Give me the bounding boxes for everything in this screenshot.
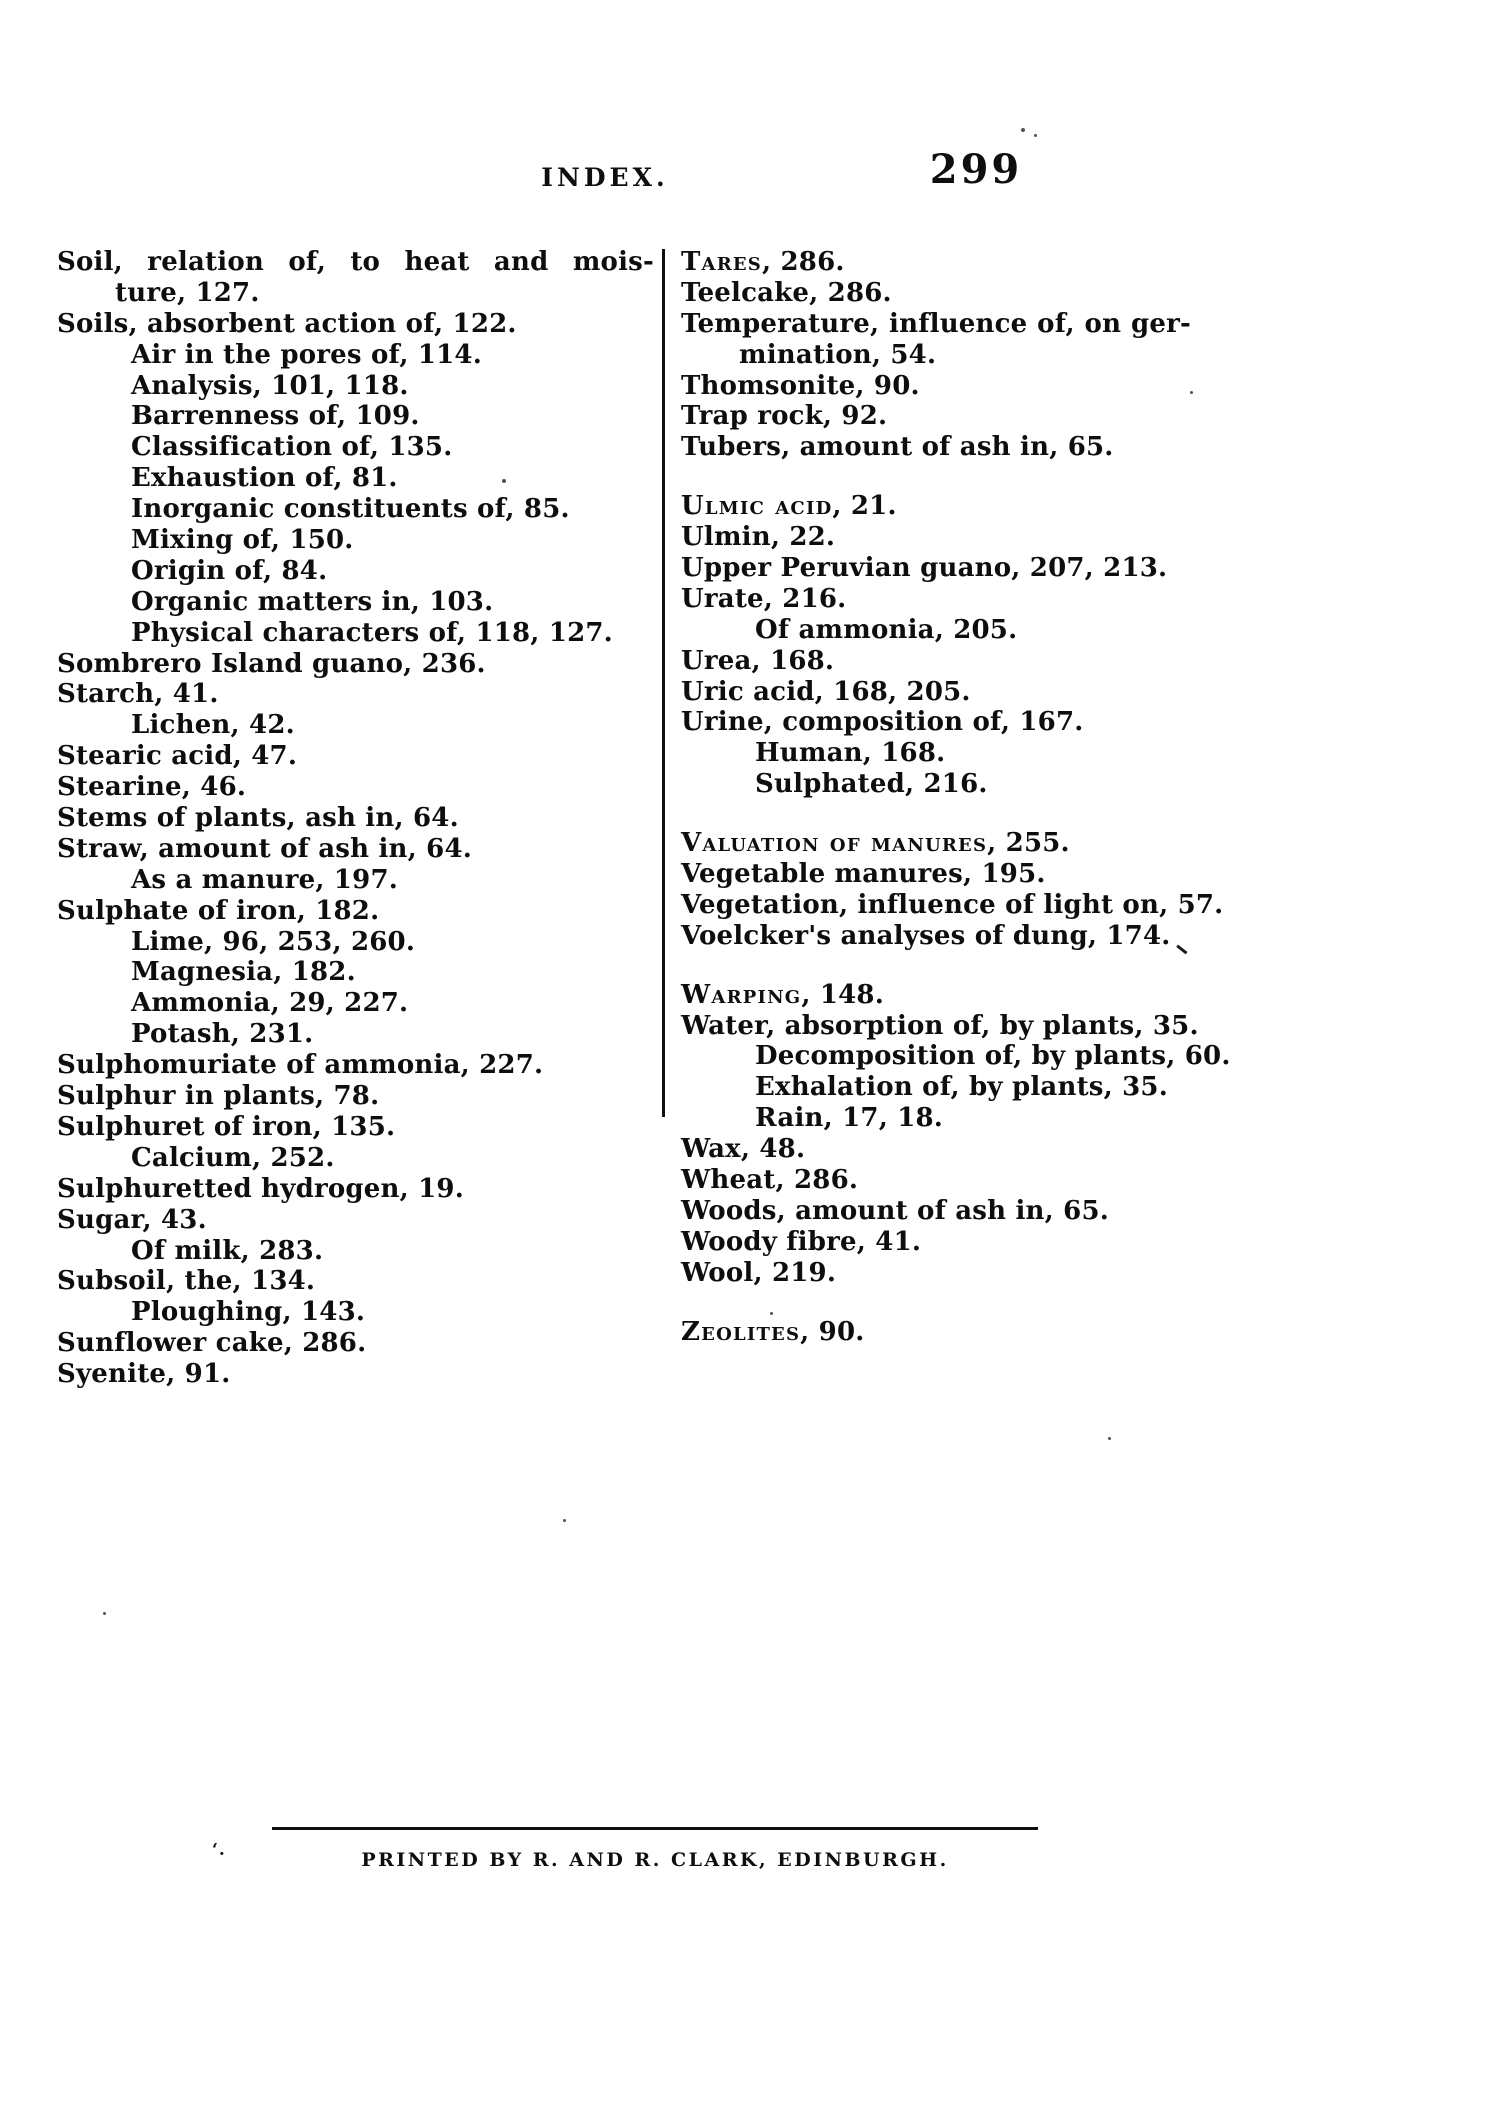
index-entry: Classification of, 135. xyxy=(131,432,453,463)
index-entry: Exhaustion of, 81. xyxy=(131,463,398,494)
index-entry: Stearine, 46. xyxy=(57,772,247,803)
index-entry-headword: Tares xyxy=(681,247,762,277)
index-entry: Barrenness of, 109. xyxy=(131,401,420,432)
page-number: 299 xyxy=(929,146,1023,193)
footer-rule xyxy=(272,1827,1038,1830)
index-entry: Woody fibre, 41. xyxy=(681,1226,922,1257)
index-entry: As a manure, 197. xyxy=(131,864,398,895)
index-entry: mination, 54. xyxy=(739,339,937,370)
index-entry-headword: Valuation of manures xyxy=(681,828,988,859)
printer-imprint: PRINTED BY R. AND R. CLARK, EDINBURGH. xyxy=(361,1849,949,1871)
index-entry: Warping, 148. xyxy=(681,979,884,1010)
index-entry: ture, 127. xyxy=(115,277,260,308)
index-entry: Wool, 219. xyxy=(681,1257,837,1288)
index-entry: Voelcker's analyses of dung, 174. xyxy=(681,920,1171,951)
index-entry: Calcium, 252. xyxy=(131,1142,335,1173)
ink-speck xyxy=(1190,391,1193,394)
index-entry: Sugar, 43. xyxy=(57,1204,207,1235)
ink-speck xyxy=(1108,1437,1111,1440)
index-entry: Mixing of, 150. xyxy=(131,525,354,556)
index-entry: Lichen, 42. xyxy=(131,710,295,741)
index-entry: Tares, 286. xyxy=(681,247,845,277)
index-entry: Zeolites, 90. xyxy=(681,1316,865,1347)
index-entry: Sulphuret of iron, 135. xyxy=(57,1111,396,1142)
ink-speck xyxy=(563,1519,566,1522)
index-entry: Ploughing, 143. xyxy=(131,1297,366,1328)
index-entry: Vegetable manures, 195. xyxy=(681,859,1046,890)
index-entry: Uric acid, 168, 205. xyxy=(681,676,971,707)
column-divider-rule xyxy=(662,249,665,1117)
index-entry: Lime, 96, 253, 260. xyxy=(131,926,416,957)
page-title: INDEX. xyxy=(541,163,669,192)
index-entry: Potash, 231. xyxy=(131,1019,314,1050)
index-entry: Decomposition of, by plants, 60. xyxy=(755,1041,1231,1072)
index-entry: Sulphur in plants, 78. xyxy=(57,1081,380,1112)
index-entry: Vegetation, influence of light on, 57. xyxy=(681,889,1224,920)
ink-speck xyxy=(103,1612,106,1615)
index-entry: Soil, relation of, to heat and mois- xyxy=(57,247,654,277)
ink-speck xyxy=(770,1312,773,1315)
index-entry: Physical characters of, 118, 127. xyxy=(131,617,613,648)
index-entry: Air in the pores of, 114. xyxy=(131,339,482,370)
index-entry: Ammonia, 29, 227. xyxy=(131,988,409,1019)
index-entry: Human, 168. xyxy=(755,738,946,769)
index-entry: Of ammonia, 205. xyxy=(755,614,1018,645)
index-entry: Teelcake, 286. xyxy=(681,277,892,308)
index-entry: Sulphomuriate of ammonia, 227. xyxy=(57,1050,544,1081)
index-entry: Urine, composition of, 167. xyxy=(681,707,1084,738)
index-entry: Ulmin, 22. xyxy=(681,522,836,553)
index-entry: Urea, 168. xyxy=(681,645,835,676)
index-entry: Analysis, 101, 118. xyxy=(131,370,409,401)
index-entry: Stems of plants, ash in, 64. xyxy=(57,803,459,834)
index-entry-headword: Ulmic acid xyxy=(681,491,833,522)
index-entry: Water, absorption of, by plants, 35. xyxy=(681,1010,1199,1041)
index-entry: Soils, absorbent action of, 122. xyxy=(57,308,517,339)
index-entry: Ulmic acid, 21. xyxy=(681,491,897,522)
index-group-gap xyxy=(681,952,1191,980)
index-entry: Origin of, 84. xyxy=(131,555,328,586)
index-entry-headword: Warping xyxy=(681,979,802,1010)
index-entry: Of milk, 283. xyxy=(131,1235,324,1266)
index-entry: Temperature, influence of, on ger- xyxy=(681,308,1191,339)
index-entry: Upper Peruvian guano, 207, 213. xyxy=(681,553,1168,584)
index-entry: Straw, amount of ash in, 64. xyxy=(57,833,472,864)
index-entry: Woods, amount of ash in, 65. xyxy=(681,1195,1109,1226)
index-entry: Sombrero Island guano, 236. xyxy=(57,648,486,679)
index-entry: Magnesia, 182. xyxy=(131,957,356,988)
index-group-gap xyxy=(681,463,1191,491)
ink-speck xyxy=(1021,128,1025,132)
index-entry: Syenite, 91. xyxy=(57,1359,231,1390)
index-group-gap xyxy=(681,1289,1191,1317)
index-left-column xyxy=(57,247,654,1390)
index-entry: Sunflower cake, 286. xyxy=(57,1328,367,1359)
index-entry: Trap rock, 92. xyxy=(681,401,888,432)
index-entry: Urate, 216. xyxy=(681,583,847,614)
index-entry: Exhalation of, by plants, 35. xyxy=(755,1072,1168,1103)
ink-speck xyxy=(502,479,506,483)
index-entry: Tubers, amount of ash in, 65. xyxy=(681,432,1114,463)
index-entry: Sulphated, 216. xyxy=(755,769,988,800)
index-entry: Inorganic constituents of, 85. xyxy=(131,494,570,525)
index-entry: Valuation of manures, 255. xyxy=(681,828,1070,859)
index-entry: Wheat, 286. xyxy=(681,1165,859,1196)
index-right-column xyxy=(681,247,1231,1348)
index-entry: Organic matters in, 103. xyxy=(131,586,494,617)
stray-ink-mark: ʻ. xyxy=(212,1840,226,1860)
index-entry: Wax, 48. xyxy=(681,1134,806,1165)
index-entry-headword: Zeolites xyxy=(681,1316,801,1347)
index-entry: Subsoil, the, 134. xyxy=(57,1266,316,1297)
index-group-gap xyxy=(681,800,1191,828)
index-entry: Rain, 17, 18. xyxy=(755,1103,944,1134)
index-entry: Thomsonite, 90. xyxy=(681,370,920,401)
ink-speck xyxy=(1034,134,1037,137)
index-entry: Sulphuretted hydrogen, 19. xyxy=(57,1173,464,1204)
index-entry: Stearic acid, 47. xyxy=(57,741,298,772)
index-entry: Starch, 41. xyxy=(57,679,219,710)
index-entry: Sulphate of iron, 182. xyxy=(57,895,380,926)
